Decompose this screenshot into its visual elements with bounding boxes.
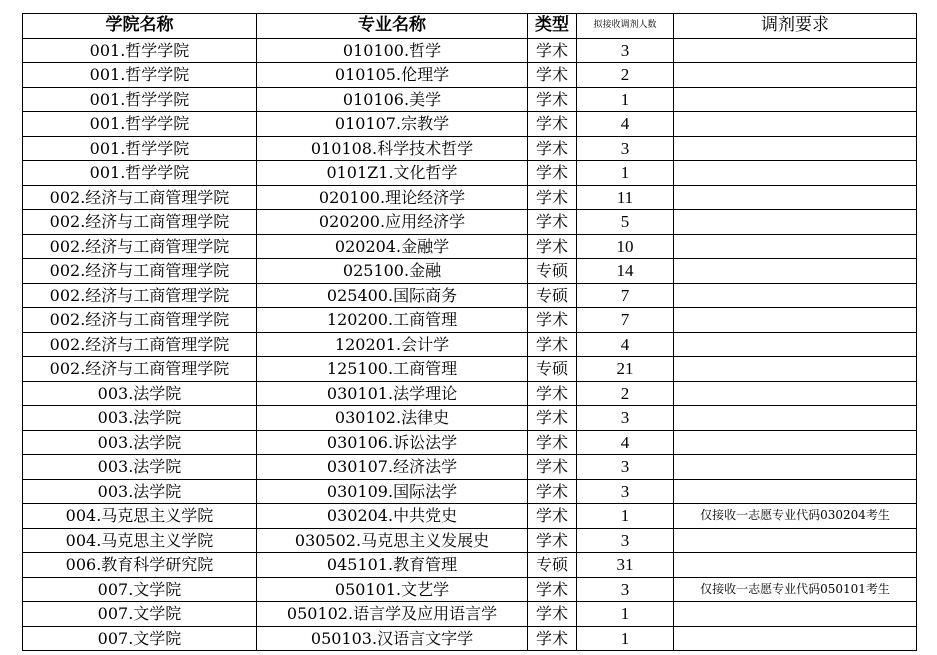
quota-cell: 3 [577, 577, 674, 602]
table-row [23, 259, 917, 284]
requirement-cell [674, 38, 917, 63]
quota-cell: 1 [577, 161, 674, 186]
requirement-cell [674, 430, 917, 455]
requirement-cell [674, 381, 917, 406]
quota-cell: 1 [577, 602, 674, 627]
college-cell: 001.哲学学院 [23, 161, 257, 186]
type-cell: 学术 [528, 504, 577, 529]
table-row [23, 577, 917, 602]
requirement-cell [674, 308, 917, 333]
quota-cell: 7 [577, 283, 674, 308]
type-cell: 学术 [528, 234, 577, 259]
college-cell: 002.经济与工商管理学院 [23, 234, 257, 259]
college-cell: 004.马克思主义学院 [23, 528, 257, 553]
college-cell: 001.哲学学院 [23, 38, 257, 63]
college-cell: 002.经济与工商管理学院 [23, 185, 257, 210]
quota-cell: 4 [577, 430, 674, 455]
header-major: 专业名称 [257, 14, 528, 39]
quota-cell: 7 [577, 308, 674, 333]
major-cell: 025400.国际商务 [257, 283, 528, 308]
major-cell: 120201.会计学 [257, 332, 528, 357]
major-cell: 050102.语言学及应用语言学 [257, 602, 528, 627]
type-cell: 学术 [528, 87, 577, 112]
college-cell: 007.文学院 [23, 577, 257, 602]
quota-cell: 2 [577, 63, 674, 88]
table-row [23, 63, 917, 88]
college-cell: 002.经济与工商管理学院 [23, 283, 257, 308]
major-cell: 125100.工商管理 [257, 357, 528, 382]
quota-cell: 21 [577, 357, 674, 382]
major-cell: 020204.金融学 [257, 234, 528, 259]
college-cell: 002.经济与工商管理学院 [23, 332, 257, 357]
college-cell: 002.经济与工商管理学院 [23, 357, 257, 382]
quota-cell: 5 [577, 210, 674, 235]
requirement-cell [674, 626, 917, 651]
quota-cell: 4 [577, 112, 674, 137]
college-cell: 003.法学院 [23, 479, 257, 504]
major-cell: 030106.诉讼法学 [257, 430, 528, 455]
header-type: 类型 [528, 14, 577, 39]
requirement-cell [674, 332, 917, 357]
major-cell: 050101.文艺学 [257, 577, 528, 602]
college-cell: 002.经济与工商管理学院 [23, 308, 257, 333]
major-cell: 010105.伦理学 [257, 63, 528, 88]
table-row [23, 38, 917, 63]
table-row [23, 136, 917, 161]
table-row [23, 455, 917, 480]
requirement-cell [674, 63, 917, 88]
quota-cell: 3 [577, 455, 674, 480]
requirement-cell [674, 112, 917, 137]
quota-cell: 1 [577, 504, 674, 529]
quota-cell: 4 [577, 332, 674, 357]
type-cell: 学术 [528, 38, 577, 63]
quota-cell: 3 [577, 528, 674, 553]
table-row [23, 626, 917, 651]
type-cell: 学术 [528, 161, 577, 186]
table-row [23, 332, 917, 357]
major-cell: 030502.马克思主义发展史 [257, 528, 528, 553]
major-cell: 010100.哲学 [257, 38, 528, 63]
major-cell: 010107.宗教学 [257, 112, 528, 137]
type-cell: 学术 [528, 112, 577, 137]
type-cell: 学术 [528, 626, 577, 651]
adjustment-table [22, 13, 917, 651]
table-row [23, 553, 917, 578]
type-cell: 学术 [528, 455, 577, 480]
table-row [23, 504, 917, 529]
type-cell: 学术 [528, 308, 577, 333]
quota-cell: 3 [577, 136, 674, 161]
requirement-cell [674, 553, 917, 578]
table-row [23, 234, 917, 259]
requirement-cell [674, 602, 917, 627]
college-cell: 001.哲学学院 [23, 112, 257, 137]
major-cell: 030102.法律史 [257, 406, 528, 431]
quota-cell: 3 [577, 406, 674, 431]
requirement-cell [674, 528, 917, 553]
college-cell: 003.法学院 [23, 430, 257, 455]
type-cell: 学术 [528, 430, 577, 455]
type-cell: 学术 [528, 63, 577, 88]
requirement-cell [674, 136, 917, 161]
type-cell: 学术 [528, 185, 577, 210]
college-cell: 006.教育科学研究院 [23, 553, 257, 578]
college-cell: 003.法学院 [23, 406, 257, 431]
major-cell: 010106.美学 [257, 87, 528, 112]
major-cell: 020100.理论经济学 [257, 185, 528, 210]
college-cell: 003.法学院 [23, 455, 257, 480]
college-cell: 003.法学院 [23, 381, 257, 406]
type-cell: 学术 [528, 528, 577, 553]
type-cell: 学术 [528, 479, 577, 504]
requirement-cell [674, 479, 917, 504]
requirement-cell [674, 161, 917, 186]
type-cell: 学术 [528, 332, 577, 357]
table-row [23, 87, 917, 112]
type-cell: 学术 [528, 577, 577, 602]
major-cell: 0101Z1.文化哲学 [257, 161, 528, 186]
type-cell: 学术 [528, 210, 577, 235]
requirement-cell [674, 357, 917, 382]
type-cell: 学术 [528, 602, 577, 627]
major-cell: 025100.金融 [257, 259, 528, 284]
table-row [23, 112, 917, 137]
table-row [23, 357, 917, 382]
type-cell: 学术 [528, 406, 577, 431]
major-cell: 020200.应用经济学 [257, 210, 528, 235]
table-row [23, 308, 917, 333]
table-row [23, 406, 917, 431]
requirement-cell [674, 455, 917, 480]
college-cell: 002.经济与工商管理学院 [23, 210, 257, 235]
requirement-cell [674, 259, 917, 284]
table-row [23, 430, 917, 455]
table-row [23, 381, 917, 406]
table-row [23, 283, 917, 308]
quota-cell: 3 [577, 38, 674, 63]
major-cell: 120200.工商管理 [257, 308, 528, 333]
major-cell: 030101.法学理论 [257, 381, 528, 406]
major-cell: 050103.汉语言文字学 [257, 626, 528, 651]
type-cell: 学术 [528, 136, 577, 161]
quota-cell: 10 [577, 234, 674, 259]
type-cell: 专硕 [528, 553, 577, 578]
quota-cell: 31 [577, 553, 674, 578]
quota-cell: 11 [577, 185, 674, 210]
quota-cell: 3 [577, 479, 674, 504]
header-college: 学院名称 [23, 14, 257, 39]
requirement-cell [674, 234, 917, 259]
requirement-cell: 仅接收一志愿专业代码030204考生 [674, 504, 917, 529]
major-cell: 030109.国际法学 [257, 479, 528, 504]
requirement-cell [674, 283, 917, 308]
header-row [23, 14, 917, 39]
table-row [23, 161, 917, 186]
college-cell: 001.哲学学院 [23, 136, 257, 161]
college-cell: 001.哲学学院 [23, 87, 257, 112]
header-quota: 拟接收调剂人数 [577, 14, 674, 39]
header-requirement: 调剂要求 [674, 14, 917, 39]
type-cell: 专硕 [528, 259, 577, 284]
quota-cell: 1 [577, 87, 674, 112]
major-cell: 045101.教育管理 [257, 553, 528, 578]
requirement-cell [674, 406, 917, 431]
requirement-cell [674, 87, 917, 112]
major-cell: 010108.科学技术哲学 [257, 136, 528, 161]
table-row [23, 479, 917, 504]
college-cell: 007.文学院 [23, 602, 257, 627]
table-row [23, 185, 917, 210]
table-row [23, 210, 917, 235]
quota-cell: 2 [577, 381, 674, 406]
college-cell: 004.马克思主义学院 [23, 504, 257, 529]
table-row [23, 602, 917, 627]
major-cell: 030204.中共党史 [257, 504, 528, 529]
type-cell: 学术 [528, 381, 577, 406]
requirement-cell: 仅接收一志愿专业代码050101考生 [674, 577, 917, 602]
quota-cell: 1 [577, 626, 674, 651]
major-cell: 030107.经济法学 [257, 455, 528, 480]
type-cell: 专硕 [528, 283, 577, 308]
college-cell: 002.经济与工商管理学院 [23, 259, 257, 284]
table-row [23, 528, 917, 553]
requirement-cell [674, 210, 917, 235]
quota-cell: 14 [577, 259, 674, 284]
college-cell: 001.哲学学院 [23, 63, 257, 88]
type-cell: 专硕 [528, 357, 577, 382]
requirement-cell [674, 185, 917, 210]
college-cell: 007.文学院 [23, 626, 257, 651]
